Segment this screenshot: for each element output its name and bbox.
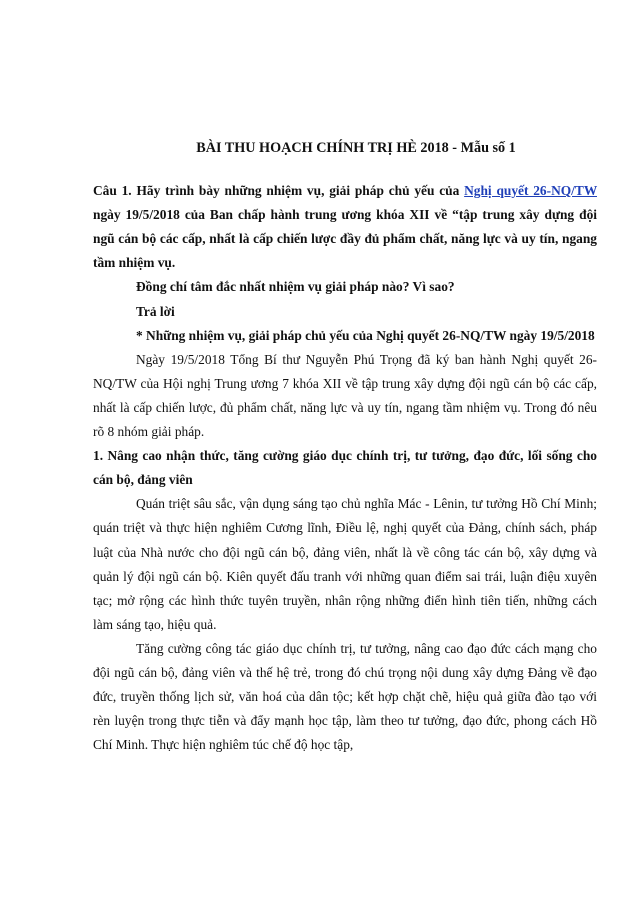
question-1-suffix: ngày 19/5/2018 của Ban chấp hành trung ương khóa XII về “tập trung xây dựng đội ngũ cán bộ các cấp, nhất là cấp chiến lược đầy đủ phẩm chất, năng lực và uy tín, ngang tầm nhiệm vụ. bbox=[93, 207, 597, 271]
question-1-prefix: Câu 1. Hãy trình bày những nhiệm vụ, giải pháp chủ yếu của bbox=[93, 183, 465, 199]
document-page bbox=[93, 136, 597, 757]
question-1 bbox=[93, 179, 597, 275]
section-heading: * Những nhiệm vụ, giải pháp chủ yếu của Nghị quyết 26-NQ/TW ngày 19/5/2018 bbox=[136, 327, 595, 343]
question-1-sub: Đồng chí tâm đắc nhất nhiệm vụ giải pháp nào? Vì sao? bbox=[136, 279, 455, 295]
paragraph-1: Quán triệt sâu sắc, vận dụng sáng tạo chủ nghĩa Mác - Lênin, tư tưởng Hồ Chí Minh; quán triệt và thực hiện nghiêm Cương lĩnh, Điều lệ, nghị quyết của Đảng, chính sách, pháp luật của Nhà nước cho đội ngũ cán bộ, đảng viên, nhất là về công tác cán bộ, xây dựng và quản lý đội ngũ cán bộ. Kiên quyết đấu tranh với những quan điểm sai trái, luận điệu xuyên tạc; mở rộng các hình thức tuyên truyền, nhân rộng những điển hình tiên tiến, những cách làm sáng tạo, hiệu quả. bbox=[93, 496, 597, 632]
answer-label: Trả lời bbox=[136, 303, 175, 319]
resolution-link[interactable]: Nghị quyết 26-NQ/TW bbox=[464, 183, 597, 199]
document-title: BÀI THU HOẠCH CHÍNH TRỊ HÈ 2018 - Mẫu số 1 bbox=[196, 140, 516, 156]
paragraph-2: Tăng cường công tác giáo dục chính trị, tư tưởng, nâng cao đạo đức cách mạng cho đội ngũ cán bộ, đảng viên và thế hệ trẻ, trong đó chú trọng nội dung xây dựng Đảng về đạo đức, truyền thống lịch sử, văn hoá của dân tộc; kết hợp chặt chẽ, hiệu quả giữa đào tạo với rèn luyện trong thực tiễn và đẩy mạnh học tập, làm theo tư tưởng, đạo đức, phong cách Hồ Chí Minh. Thực hiện nghiêm túc chế độ học tập, bbox=[93, 640, 597, 753]
heading-1: 1. Nâng cao nhận thức, tăng cường giáo dục chính trị, tư tưởng, đạo đức, lối sống cho cán bộ, đảng viên bbox=[93, 448, 597, 488]
intro-paragraph: Ngày 19/5/2018 Tổng Bí thư Nguyễn Phú Trọng đã ký ban hành Nghị quyết 26-NQ/TW của Hội nghị Trung ương 7 khóa XII về tập trung xây dựng đội ngũ cán bộ các cấp, nhất là cấp chiến lược, đủ phẩm chất, năng lực và uy tín, ngang tầm nhiệm vụ. Trong đó nêu rõ 8 nhóm giải pháp. bbox=[93, 351, 597, 440]
